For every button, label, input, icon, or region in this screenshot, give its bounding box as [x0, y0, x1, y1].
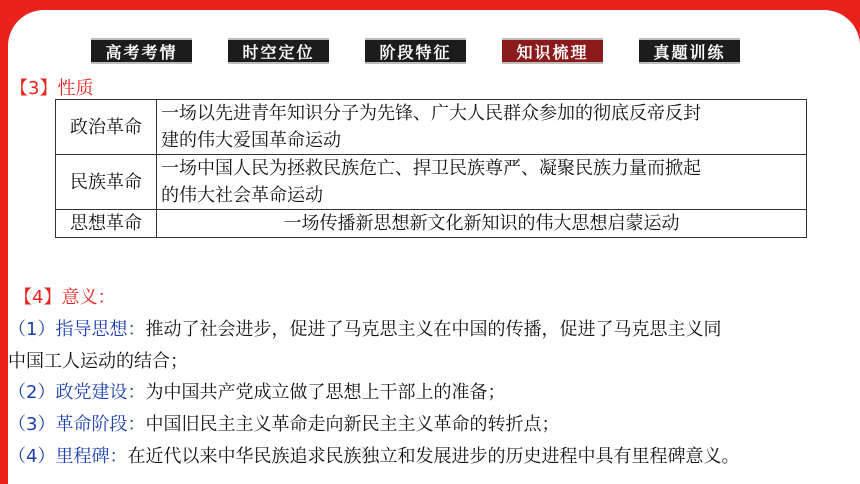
row-key: 政治革命	[56, 100, 157, 155]
list-item	[8, 442, 739, 468]
row-value-line: 的伟大社会革命运动	[161, 185, 323, 206]
item-text: 在近代以来中华民族追求民族独立和发展进步的历史进程中具有里程碑意义。	[127, 446, 740, 467]
item-text: 推动了社会进步，促进了马克思主义在中国的传播，促进了马克思主义同	[145, 319, 722, 340]
tab-exam-trends[interactable]: 高考考情	[91, 38, 192, 64]
item-label: （1）指导思想：	[8, 319, 146, 340]
row-key: 思想革命	[56, 210, 157, 238]
section4-heading: 【4】意义：	[14, 287, 116, 308]
row-key: 民族革命	[56, 155, 157, 210]
list-item	[8, 315, 721, 341]
properties-table	[55, 99, 807, 238]
item-label: （3）革命阶段：	[8, 414, 146, 435]
tab-real-questions[interactable]: 真题训练	[639, 38, 740, 64]
tab-knowledge-review[interactable]: 知识梳理	[502, 38, 603, 64]
row-value-line: 一场中国人民为拯救民族危亡、捍卫民族尊严、凝聚民族力量而掀起	[161, 158, 701, 179]
row-value: 一场传播新思想新文化新知识的伟大思想启蒙运动	[157, 210, 807, 238]
tab-time-space[interactable]: 时空定位	[228, 38, 329, 64]
item-label: （2）政党建设：	[8, 382, 146, 403]
item-text: 中国旧民主主义革命走向新民主主义革命的转折点；	[145, 414, 560, 435]
table-row	[56, 100, 807, 155]
table-row	[56, 155, 807, 210]
list-item	[8, 378, 505, 404]
table-row	[56, 210, 807, 238]
row-value	[157, 155, 807, 210]
row-value-line: 建的伟大爱国革命运动	[161, 130, 341, 151]
section-nav	[0, 38, 860, 64]
list-item	[8, 410, 559, 436]
item-text: 为中国共产党成立做了思想上干部上的准备；	[145, 382, 506, 403]
section3-heading: 【3】性质	[10, 78, 94, 99]
tab-stage-features[interactable]: 阶段特征	[365, 38, 466, 64]
item-label: （4）里程碑：	[8, 446, 128, 467]
row-value	[157, 100, 807, 155]
row-value-line: 一场以先进青年知识分子为先锋、广大人民群众参加的彻底反帝反封	[161, 103, 701, 124]
list-item-continuation: 中国工人运动的结合；	[8, 351, 188, 372]
